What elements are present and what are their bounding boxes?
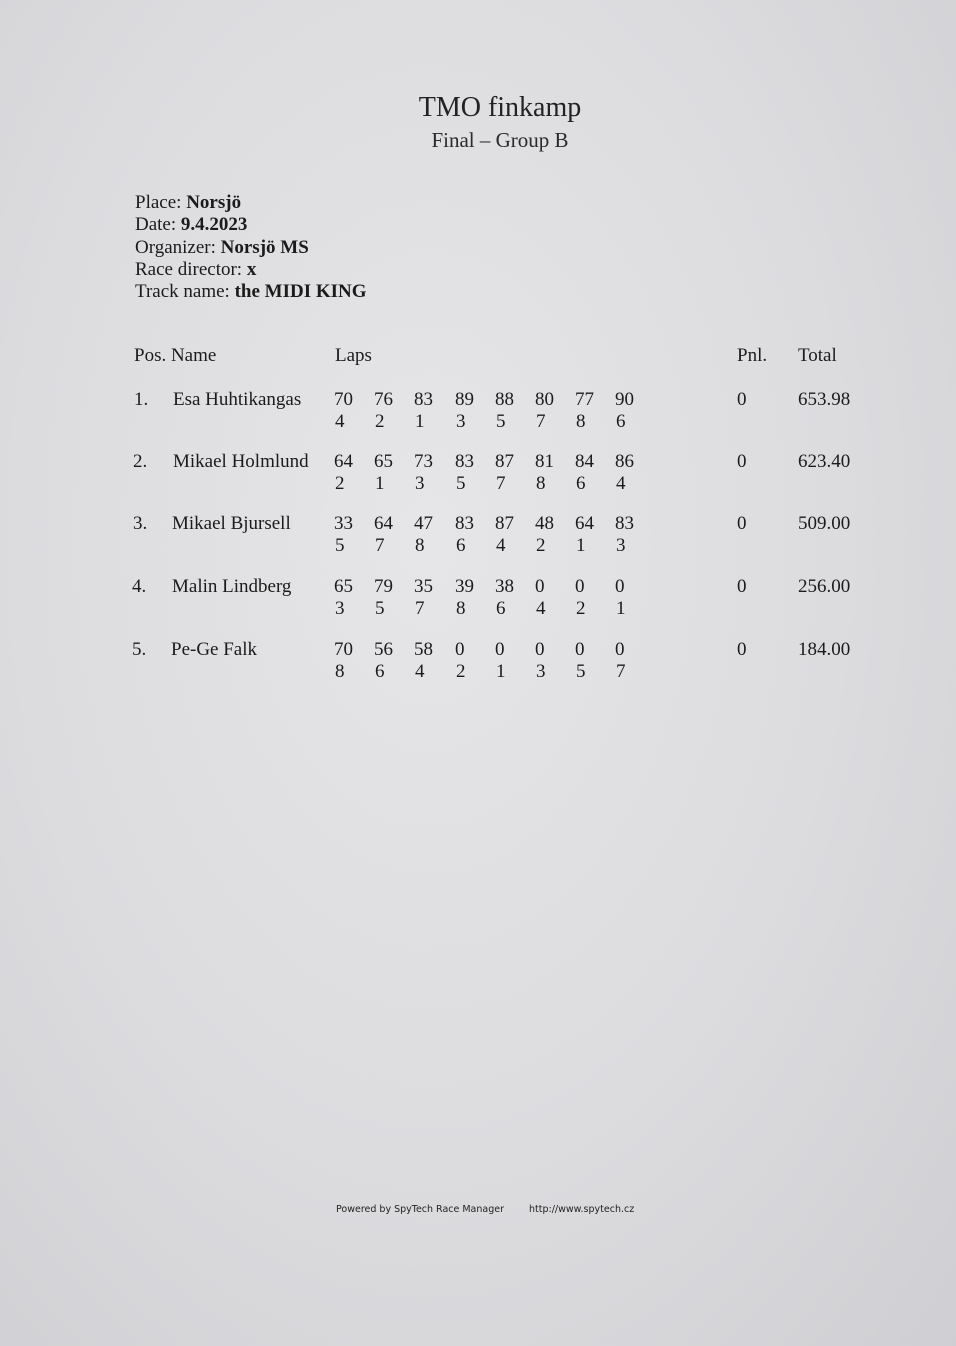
lap-count-cell: 80: [535, 389, 554, 410]
lane-number-cell: 1: [375, 473, 385, 494]
lap-count-cell: 64: [575, 513, 594, 534]
lane-number-cell: 6: [496, 598, 506, 619]
lane-number-cell: 3: [536, 661, 546, 682]
track-name-value: the MIDI KING: [234, 281, 367, 303]
lane-number-cell: 4: [616, 473, 626, 494]
lane-number-cell: 4: [335, 411, 345, 432]
driver-name-cell: Malin Lindberg: [172, 576, 292, 597]
lap-count-cell: 83: [455, 451, 474, 472]
lane-number-cell: 2: [456, 661, 466, 682]
lap-count-cell: 0: [575, 576, 585, 597]
lap-count-cell: 81: [535, 451, 554, 472]
total-cell: 256.00: [798, 576, 851, 597]
header-pos-name: Pos. Name: [134, 345, 217, 366]
driver-name-cell: Mikael Holmlund: [173, 451, 309, 472]
race-director-row: [135, 259, 367, 281]
organizer-row: [135, 237, 367, 259]
table-row: [0, 513, 956, 563]
driver-name-cell: Esa Huhtikangas: [173, 389, 302, 410]
track-name-label: Track name:: [135, 281, 230, 303]
lane-number-cell: 5: [496, 411, 506, 432]
lane-number-cell: 7: [496, 473, 506, 494]
lap-count-cell: 87: [495, 451, 514, 472]
lane-number-cell: 5: [335, 535, 345, 556]
lap-count-cell: 70: [334, 389, 353, 410]
lap-count-cell: 0: [535, 639, 545, 660]
lane-number-cell: 6: [616, 411, 626, 432]
lap-count-cell: 35: [414, 576, 433, 597]
lane-number-cell: 3: [415, 473, 425, 494]
lap-count-cell: 0: [495, 639, 505, 660]
position-cell: 2.: [133, 451, 148, 472]
lane-number-cell: 8: [456, 598, 466, 619]
footer-url: http://www.spytech.cz: [529, 1204, 635, 1215]
lane-number-cell: 4: [536, 598, 546, 619]
place-row: [135, 192, 367, 214]
position-cell: 1.: [134, 389, 149, 410]
lane-number-cell: 2: [375, 411, 385, 432]
lap-count-cell: 58: [414, 639, 433, 660]
lap-count-cell: 48: [535, 513, 554, 534]
total-cell: 653.98: [798, 389, 851, 410]
lane-number-cell: 8: [415, 535, 425, 556]
lap-count-cell: 83: [615, 513, 634, 534]
lane-number-cell: 5: [375, 598, 385, 619]
penalty-cell: 0: [737, 451, 747, 472]
page-subtitle: Final – Group B: [431, 128, 569, 152]
lane-number-cell: 1: [616, 598, 626, 619]
date-row: [135, 214, 367, 236]
lane-number-cell: 8: [536, 473, 546, 494]
lane-number-cell: 6: [375, 661, 385, 682]
lap-count-cell: 56: [374, 639, 393, 660]
lap-count-cell: 87: [495, 513, 514, 534]
lap-count-cell: 84: [575, 451, 594, 472]
header-laps: Laps: [335, 345, 372, 366]
lap-count-cell: 65: [334, 576, 353, 597]
lap-count-cell: 33: [334, 513, 353, 534]
lap-count-cell: 73: [414, 451, 433, 472]
total-cell: 184.00: [798, 639, 851, 660]
lap-count-cell: 64: [374, 513, 393, 534]
lap-count-cell: 86: [615, 451, 634, 472]
lane-number-cell: 3: [335, 598, 345, 619]
organizer-value: Norsjö MS: [220, 236, 309, 258]
lane-number-cell: 2: [576, 598, 586, 619]
lap-count-cell: 76: [374, 389, 393, 410]
table-row: [0, 451, 956, 501]
lane-number-cell: 5: [456, 473, 466, 494]
lane-number-cell: 2: [335, 473, 345, 494]
lane-number-cell: 1: [415, 411, 425, 432]
place-value: Norsjö: [186, 192, 242, 213]
lane-number-cell: 1: [496, 661, 506, 682]
driver-name-cell: Pe-Ge Falk: [171, 639, 258, 660]
lane-number-cell: 7: [415, 598, 425, 619]
lane-number-cell: 4: [415, 661, 425, 682]
position-cell: 4.: [132, 576, 147, 597]
driver-name-cell: Mikael Bjursell: [172, 513, 291, 534]
lap-count-cell: 83: [414, 389, 433, 410]
lane-number-cell: 5: [576, 661, 586, 682]
table-row: [0, 576, 956, 626]
lane-number-cell: 7: [616, 661, 626, 682]
lap-count-cell: 79: [374, 576, 393, 597]
footer-powered-by: Powered by SpyTech Race Manager: [336, 1204, 505, 1215]
total-cell: 509.00: [798, 513, 851, 534]
lap-count-cell: 0: [535, 576, 545, 597]
lane-number-cell: 8: [335, 661, 345, 682]
lap-count-cell: 0: [575, 639, 585, 660]
lane-number-cell: 3: [456, 411, 466, 432]
race-director-label: Race director:: [135, 258, 243, 280]
lap-count-cell: 70: [334, 639, 353, 660]
lap-count-cell: 47: [414, 513, 433, 534]
date-label: Date:: [135, 214, 177, 236]
lap-count-cell: 64: [334, 451, 353, 472]
lap-count-cell: 0: [615, 576, 625, 597]
table-row: [0, 639, 956, 689]
position-cell: 3.: [133, 513, 148, 534]
track-name-row: [135, 281, 367, 303]
lap-count-cell: 90: [615, 389, 634, 410]
lap-count-cell: 0: [615, 639, 625, 660]
lap-count-cell: 77: [575, 389, 594, 410]
lap-count-cell: 38: [495, 576, 514, 597]
lane-number-cell: 8: [576, 411, 586, 432]
lane-number-cell: 4: [496, 535, 506, 556]
lap-count-cell: 83: [455, 513, 474, 534]
race-director-value: x: [246, 258, 257, 280]
penalty-cell: 0: [737, 513, 747, 534]
lap-count-cell: 39: [455, 576, 474, 597]
race-info: [135, 192, 367, 303]
penalty-cell: 0: [737, 639, 747, 660]
date-value: 9.4.2023: [180, 214, 248, 236]
penalty-cell: 0: [737, 576, 747, 597]
lap-count-cell: 89: [455, 389, 474, 410]
page-title: TMO finkamp: [418, 92, 582, 123]
penalty-cell: 0: [737, 389, 747, 410]
lane-number-cell: 7: [375, 535, 385, 556]
lap-count-cell: 65: [374, 451, 393, 472]
lane-number-cell: 1: [576, 535, 586, 556]
total-cell: 623.40: [798, 451, 851, 472]
lane-number-cell: 7: [536, 411, 546, 432]
lap-count-cell: 88: [495, 389, 514, 410]
lane-number-cell: 6: [576, 473, 586, 494]
lane-number-cell: 6: [456, 535, 466, 556]
place-label: Place:: [135, 192, 182, 213]
header-total: Total: [798, 345, 837, 366]
header-penalty: Pnl.: [737, 345, 768, 366]
lap-count-cell: 0: [455, 639, 465, 660]
table-row: [0, 389, 956, 439]
position-cell: 5.: [132, 639, 147, 660]
lane-number-cell: 2: [536, 535, 546, 556]
organizer-label: Organizer:: [135, 236, 216, 258]
lane-number-cell: 3: [616, 535, 626, 556]
